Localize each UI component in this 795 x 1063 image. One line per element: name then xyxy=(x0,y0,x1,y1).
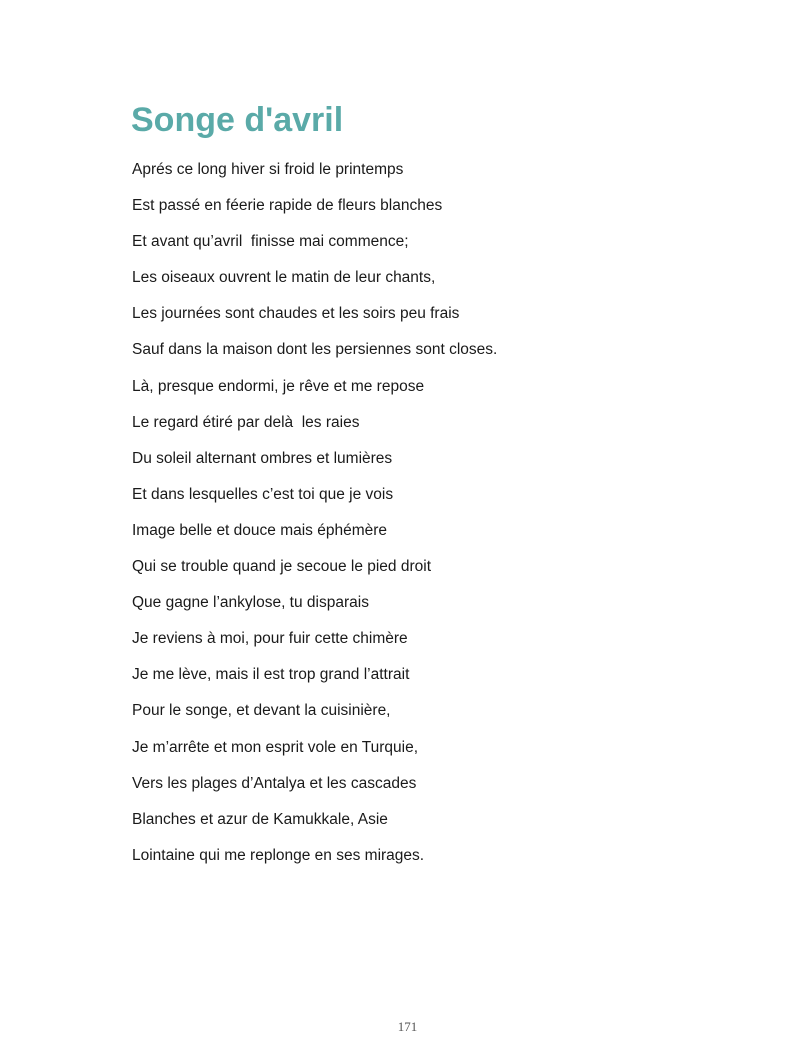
poem-line: Sauf dans la maison dont les persiennes sont closes. xyxy=(132,341,498,359)
poem-line: Les journées sont chaudes et les soirs peu frais xyxy=(132,305,460,323)
poem-line: Là, presque endormi, je rêve et me repose xyxy=(132,377,425,395)
poem-line: Pour le songe, et devant la cuisinière, xyxy=(132,702,391,720)
poem-line: Et dans lesquelles c’est toi que je vois xyxy=(132,485,394,503)
poem-line: Et avant qu’avril finisse mai commence; xyxy=(132,233,409,251)
poem-line: Du soleil alternant ombres et lumières xyxy=(132,449,393,467)
poem-line: Le regard étiré par delà les raies xyxy=(132,413,360,431)
poem-line: Aprés ce long hiver si froid le printemps xyxy=(132,161,404,178)
poem-line: Blanches et azur de Kamukkale, Asie xyxy=(132,810,388,828)
poem-line: Je me lève, mais il est trop grand l’attrait xyxy=(132,666,410,684)
poem-line: Que gagne l’ankylose, tu disparais xyxy=(132,594,369,612)
poem-line: Qui se trouble quand je secoue le pied droit xyxy=(132,558,432,576)
poem-line: Image belle et douce mais éphémère xyxy=(132,521,388,539)
poem-line: Lointaine qui me replonge en ses mirages. xyxy=(132,846,425,864)
poem-line: Vers les plages d’Antalya et les cascades xyxy=(132,774,417,792)
poem-line: Je m’arrête et mon esprit vole en Turquie, xyxy=(132,738,419,756)
poem-line: Est passé en féerie rapide de fleurs blanches xyxy=(132,197,443,215)
poem-line: Je reviens à moi, pour fuir cette chimère xyxy=(132,630,408,648)
poem-body xyxy=(132,158,497,880)
poem-title: Songe d'avril xyxy=(131,101,344,139)
poem-line: Les oiseaux ouvrent le matin de leur chants, xyxy=(132,269,436,287)
page-number: 171 xyxy=(397,1019,418,1034)
